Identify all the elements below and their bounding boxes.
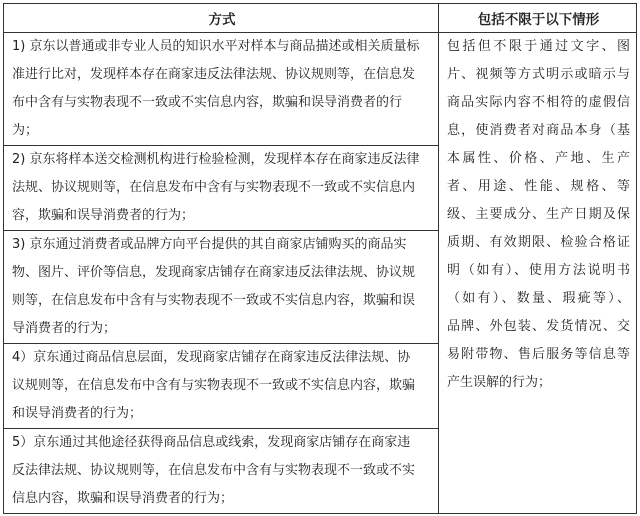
table-row (4, 33, 637, 146)
text-line: 商品实际内容不相符的虚假信 (447, 95, 630, 110)
situations-cell (439, 33, 637, 514)
text-line: 4）京东通过商品信息层面，发现商家店铺存在商家违反法律法规、协 (12, 350, 411, 365)
header-row (4, 4, 637, 33)
text-line: 导消费者的行为； (12, 321, 117, 336)
text-line: 则等，在信息发布中含有与实物表现不一致或不实信息内容，欺骗和误 (12, 293, 416, 308)
violation-table (3, 3, 637, 514)
text-line: 片、视频等方式明示或暗示与 (447, 67, 630, 82)
text-line: 本属性、价格、产地、生产 (447, 151, 630, 166)
text-line: 2) 京东将样本送交检测机构进行检验检测，发现样本存在商家违反法律 (12, 152, 420, 167)
text-line: 息，使消费者对商品本身（基 (447, 123, 630, 138)
text-line: 1) 京东以普通或非专业人员的知识水平对样本与商品描述或相关质量标 (12, 39, 420, 54)
text-line: 信息内容，欺骗和误导消费者的行为； (12, 491, 234, 506)
text-line: 议规则等，在信息发布中含有与实物表现不一致或不实信息内容，欺骗 (12, 378, 416, 393)
text-line: 为； (12, 123, 39, 138)
text-line: 5）京东通过其他途径获得商品信息或线索，发现商家店铺存在商家违 (12, 435, 411, 450)
text-line: 物、图片、评价等信息，发现商家店铺存在商家违反法律法规、协议规 (12, 265, 416, 280)
text-line: 产生误解的行为； (447, 375, 552, 390)
text-line: 准进行比对，发现样本存在商家违反法律法规、协议规则等，在信息发 (12, 67, 416, 82)
text-line: 反法律法规、协议规则等，在信息发布中含有与实物表现不一致或不实 (12, 463, 416, 478)
text-line: 质期、有效期限、检验合格证 (447, 235, 630, 250)
header-situations: 包括不限于以下情形 (439, 4, 637, 33)
text-line: 和误导消费者的行为； (12, 406, 143, 421)
method-cell-3 (4, 231, 439, 344)
method-cell-2 (4, 146, 439, 231)
text-line: 包括但不限于通过文字、图 (447, 39, 630, 54)
text-line: 法规、协议规则等，在信息发布中含有与实物表现不一致或不实信息内 (12, 180, 416, 195)
method-cell-4 (4, 344, 439, 429)
text-line: 品牌、外包装、发货情况、交 (447, 319, 630, 334)
text-line: 级、主要成分、生产日期及保 (447, 207, 630, 222)
method-cell-1 (4, 33, 439, 146)
text-line: 易附带物、售后服务等信息等 (447, 347, 630, 362)
text-line: 者、用途、性能、规格、等 (447, 179, 630, 194)
text-line: 容，欺骗和误导消费者的行为； (12, 208, 195, 223)
header-method: 方式 (4, 4, 439, 33)
text-line: 明（如有）、使用方法说明书 (447, 263, 630, 278)
method-cell-5 (4, 429, 439, 514)
text-line: 3) 京东通过消费者或品牌方向平台提供的其自商家店铺购买的商品实 (12, 237, 407, 252)
text-line: （如有）、数量、瑕疵等）、 (447, 291, 630, 306)
text-line: 布中含有与实物表现不一致或不实信息内容，欺骗和误导消费者的行 (12, 95, 403, 110)
